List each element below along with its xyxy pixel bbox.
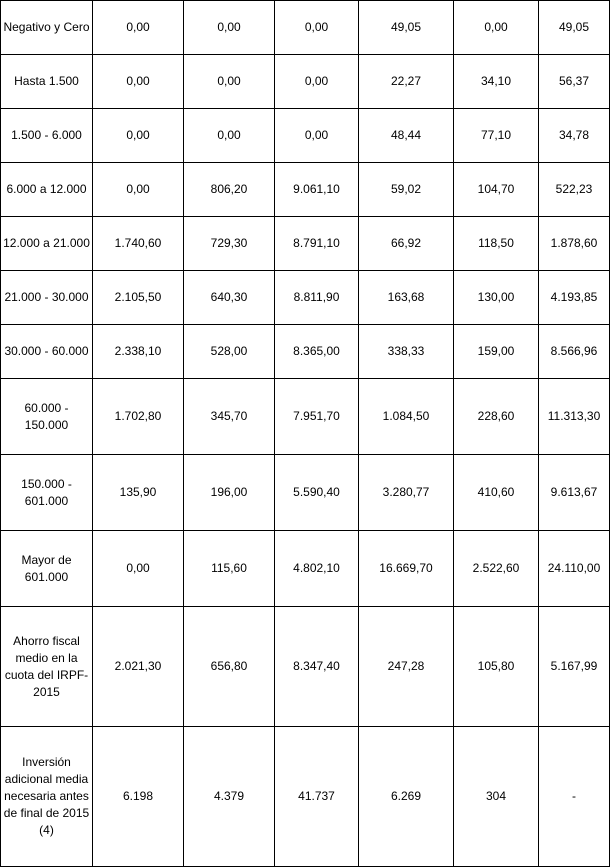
table-cell: 345,70 <box>184 379 275 455</box>
table-cell: 4.379 <box>184 727 275 867</box>
table-cell: 2.105,50 <box>93 271 184 325</box>
table-cell: 0,00 <box>454 1 539 55</box>
row-label: 21.000 - 30.000 <box>1 271 93 325</box>
table-cell: 41.737 <box>275 727 359 867</box>
table-cell: 0,00 <box>275 109 359 163</box>
table-cell: 304 <box>454 727 539 867</box>
table-cell: 228,60 <box>454 379 539 455</box>
table-cell: 0,00 <box>184 1 275 55</box>
table-cell: 528,00 <box>184 325 275 379</box>
table-cell: 8.566,96 <box>539 325 610 379</box>
table-cell: 640,30 <box>184 271 275 325</box>
table-row <box>1 1 610 55</box>
table-cell: 8.811,90 <box>275 271 359 325</box>
row-label: 30.000 - 60.000 <box>1 325 93 379</box>
table-row <box>1 455 610 531</box>
table-cell: 16.669,70 <box>359 531 454 607</box>
table-cell: 196,00 <box>184 455 275 531</box>
table-cell: 5.167,99 <box>539 607 610 727</box>
table-cell: 163,68 <box>359 271 454 325</box>
table-row <box>1 109 610 163</box>
table-cell: 4.802,10 <box>275 531 359 607</box>
table-cell: 0,00 <box>93 1 184 55</box>
table-cell: 66,92 <box>359 217 454 271</box>
table-cell: 130,00 <box>454 271 539 325</box>
table-cell: 656,80 <box>184 607 275 727</box>
table-cell: 806,20 <box>184 163 275 217</box>
table-cell: 522,23 <box>539 163 610 217</box>
table-cell: 105,80 <box>454 607 539 727</box>
table-cell: 0,00 <box>93 109 184 163</box>
row-label: Mayor de 601.000 <box>1 531 93 607</box>
table-cell: 0,00 <box>184 55 275 109</box>
table-cell: 1.740,60 <box>93 217 184 271</box>
table-cell: 6.269 <box>359 727 454 867</box>
table-cell: 4.193,85 <box>539 271 610 325</box>
table-cell: 9.613,67 <box>539 455 610 531</box>
table-cell: 11.313,30 <box>539 379 610 455</box>
table-row <box>1 325 610 379</box>
table-cell: 2.522,60 <box>454 531 539 607</box>
table-cell: 22,27 <box>359 55 454 109</box>
table-row <box>1 271 610 325</box>
table-cell: 729,30 <box>184 217 275 271</box>
table-cell: 6.198 <box>93 727 184 867</box>
row-label: Negativo y Cero <box>1 1 93 55</box>
table-cell: 159,00 <box>454 325 539 379</box>
table-cell: 7.951,70 <box>275 379 359 455</box>
table-cell: 1.702,80 <box>93 379 184 455</box>
table-cell: 1.084,50 <box>359 379 454 455</box>
table-cell: 338,33 <box>359 325 454 379</box>
table-cell: 2.021,30 <box>93 607 184 727</box>
table-cell: 0,00 <box>93 531 184 607</box>
table-row <box>1 727 610 867</box>
table-cell: - <box>539 727 610 867</box>
table-row <box>1 607 610 727</box>
row-label: 6.000 a 12.000 <box>1 163 93 217</box>
table-cell: 56,37 <box>539 55 610 109</box>
table-cell: 0,00 <box>275 55 359 109</box>
table-cell: 8.365,00 <box>275 325 359 379</box>
table-row <box>1 379 610 455</box>
table-cell: 0,00 <box>93 55 184 109</box>
table-cell: 8.347,40 <box>275 607 359 727</box>
row-label: Hasta 1.500 <box>1 55 93 109</box>
table-cell: 3.280,77 <box>359 455 454 531</box>
table-cell: 34,78 <box>539 109 610 163</box>
table-cell: 77,10 <box>454 109 539 163</box>
table-cell: 5.590,40 <box>275 455 359 531</box>
table-row <box>1 531 610 607</box>
table-cell: 49,05 <box>539 1 610 55</box>
table-cell: 0,00 <box>93 163 184 217</box>
table-cell: 247,28 <box>359 607 454 727</box>
table-cell: 118,50 <box>454 217 539 271</box>
table-cell: 1.878,60 <box>539 217 610 271</box>
row-label: 12.000 a 21.000 <box>1 217 93 271</box>
table-cell: 34,10 <box>454 55 539 109</box>
row-label: Ahorro fiscal medio en la cuota del IRPF-2015 <box>1 607 93 727</box>
table-cell: 2.338,10 <box>93 325 184 379</box>
table-cell: 115,60 <box>184 531 275 607</box>
row-label: 60.000 - 150.000 <box>1 379 93 455</box>
row-label: 150.000 - 601.000 <box>1 455 93 531</box>
table-row <box>1 163 610 217</box>
table-cell: 59,02 <box>359 163 454 217</box>
row-label: Inversión adicional media necesaria antes de final de 2015 (4) <box>1 727 93 867</box>
table-cell: 9.061,10 <box>275 163 359 217</box>
table-row <box>1 55 610 109</box>
table-cell: 135,90 <box>93 455 184 531</box>
row-label: 1.500 - 6.000 <box>1 109 93 163</box>
table-cell: 410,60 <box>454 455 539 531</box>
table-cell: 8.791,10 <box>275 217 359 271</box>
table-cell: 0,00 <box>184 109 275 163</box>
table-cell: 24.110,00 <box>539 531 610 607</box>
table-cell: 48,44 <box>359 109 454 163</box>
table-cell: 49,05 <box>359 1 454 55</box>
table-cell: 104,70 <box>454 163 539 217</box>
table-row <box>1 217 610 271</box>
table-cell: 0,00 <box>275 1 359 55</box>
